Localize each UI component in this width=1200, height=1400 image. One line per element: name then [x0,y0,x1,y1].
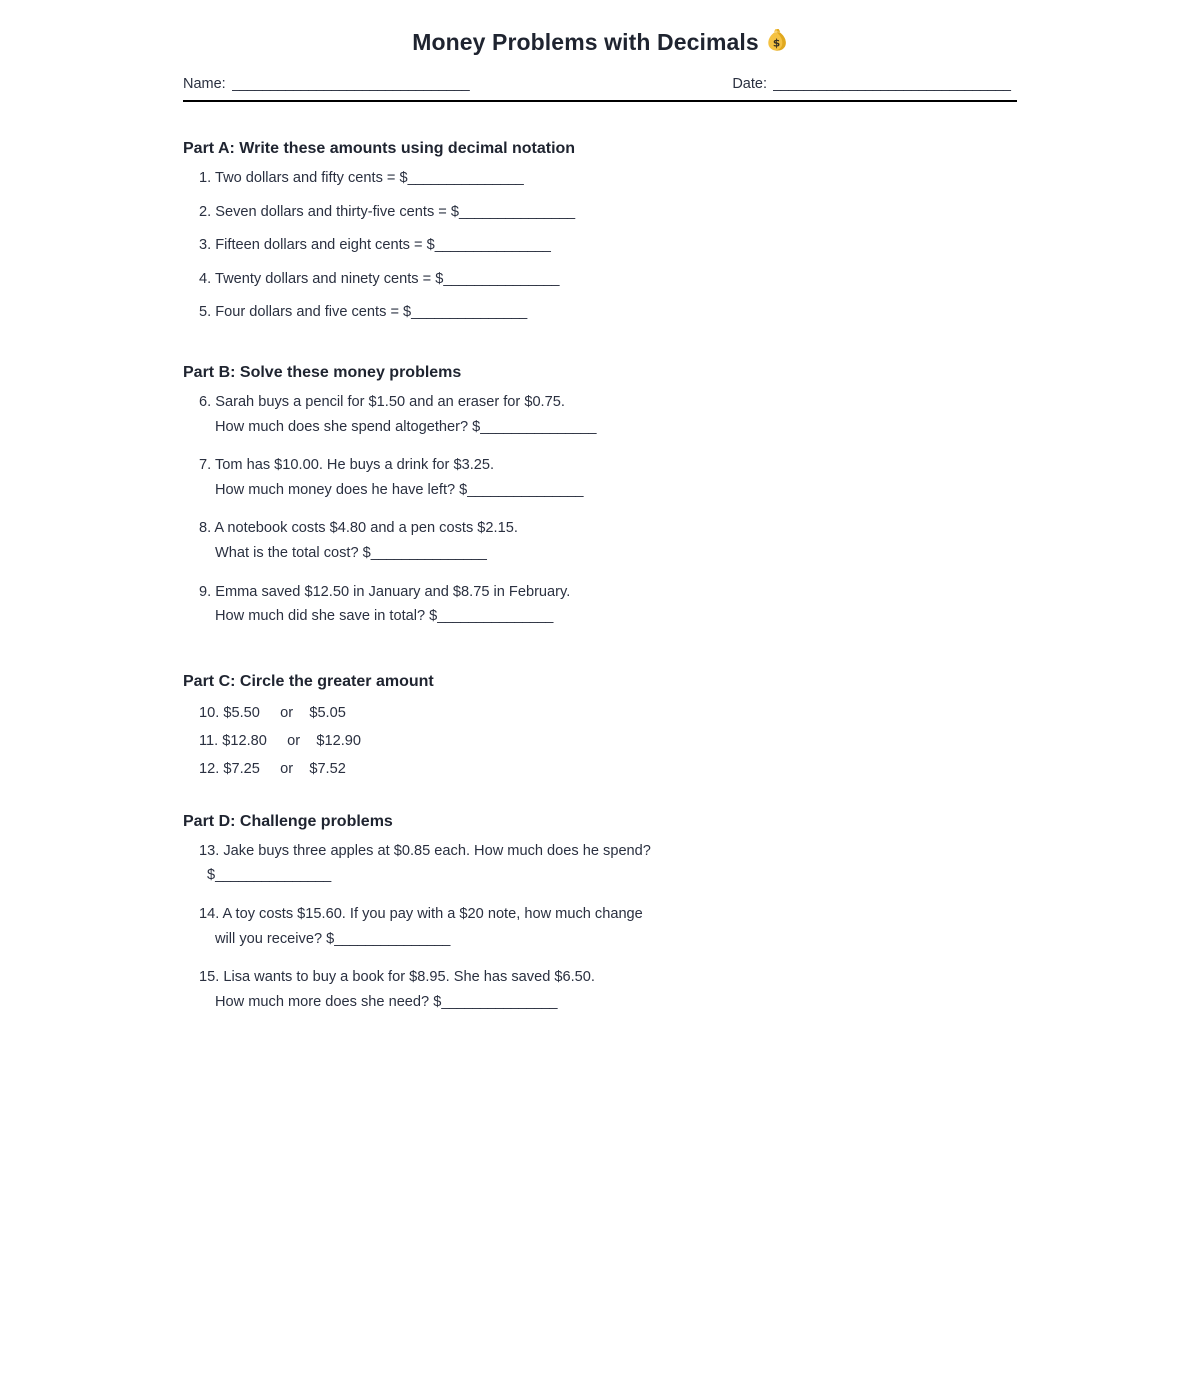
question-line [199,965,1017,990]
question-list-part-c [183,699,1017,783]
question-text: Seven dollars and thirty-five cents = $ [215,203,459,220]
question-text: will you receive? $ [215,930,335,947]
question-text: How much does she spend altogether? $ [215,418,481,435]
question-item [183,965,1017,1014]
question-text: How much did she save in total? $ [215,608,438,625]
page-title [0,0,1200,56]
compare-row[interactable]: 10. $5.50 or $5.05 [199,704,346,721]
question-line-continued [199,415,1017,440]
page-title-text: Money Problems with Decimals [412,29,759,55]
section-heading-part-b: Part B: Solve these money problems [183,363,462,381]
answer-blank[interactable]: _______________ [434,237,551,254]
answer-blank[interactable]: _______________ [370,544,487,561]
question-line-continued [199,604,1017,629]
question-item [183,902,1017,951]
question-line-continued [199,863,1017,888]
date-blank[interactable]: _______________________________ [773,76,1011,92]
answer-blank[interactable]: _______________ [407,170,524,186]
question-line-continued [199,927,1017,952]
question-item [183,390,1017,439]
name-blank[interactable]: _______________________________ [231,76,470,92]
question-number: 15. [199,969,220,986]
question-number: 3. [199,237,212,254]
question-number: 9. [199,583,212,600]
section-heading-part-c: Part C: Circle the greater amount [183,672,434,690]
question-number: 8. [199,520,212,537]
compare-row[interactable]: 11. $12.80 or $12.90 [199,732,361,749]
money-bag-icon [766,28,788,52]
date-label: Date: [732,76,767,92]
answer-blank[interactable]: _______________ [443,270,560,287]
section-heading-part-d: Part D: Challenge problems [183,812,393,830]
question-item [183,200,1017,225]
question-line [199,516,1017,541]
question-line [199,390,1017,415]
question-text: Tom has $10.00. He buys a drink for $3.25. [214,457,495,474]
question-text: Lisa wants to buy a book for $8.95. She has saved $6.50. [223,969,595,986]
question-text: A toy costs $15.60. If you pay with a $20 note, how much change [222,905,643,922]
name-label: Name: [183,76,226,92]
question-number: 2. [199,203,212,220]
answer-blank[interactable]: _______________ [459,203,575,220]
question-text: What is the total cost? $ [215,544,371,561]
question-number: 13. [199,842,220,859]
question-line [199,300,1017,325]
section-part-c [183,643,1017,783]
question-item [183,166,1017,191]
question-item [183,300,1017,325]
answer-blank[interactable]: _______________ [441,993,558,1010]
answer-blank[interactable]: _______________ [480,418,597,435]
question-text: Emma saved $12.50 in January and $8.75 in February. [215,583,571,600]
question-line [199,166,1017,191]
name-field[interactable] [183,76,472,92]
answer-blank[interactable]: _______________ [215,867,331,884]
question-text: How much more does she need? $ [215,993,442,1010]
section-part-b [183,334,1017,629]
question-item [183,453,1017,502]
question-list-part-d [183,839,1017,1015]
question-item [183,839,1017,888]
question-line-continued [199,541,1017,566]
question-text: Twenty dollars and ninety cents = $ [214,270,444,287]
question-text: Fifteen dollars and eight cents = $ [215,237,435,254]
question-item [183,580,1017,629]
question-item [183,516,1017,565]
question-line [199,580,1017,605]
question-line [199,453,1017,478]
question-number: 5. [199,304,212,321]
question-text: How much money does he have left? $ [215,481,468,498]
question-line [199,902,1017,927]
answer-blank[interactable]: _______________ [411,304,527,321]
question-line-continued [199,990,1017,1015]
question-line [199,267,1017,292]
question-number: 7. [199,457,212,474]
question-list-part-b [183,390,1017,629]
worksheet-content [183,102,1017,1014]
date-field[interactable] [732,76,1017,92]
question-number: 6. [199,393,212,410]
question-number: 14. [199,905,220,922]
question-text: Two dollars and fifty cents = $ [214,170,408,186]
question-number: 4. [199,270,212,287]
question-item [183,233,1017,258]
question-text: Jake buys three apples at $0.85 each. How much does he spend? [223,842,651,859]
section-heading-part-a: Part A: Write these amounts using decimal notation [183,140,576,157]
svg-text:$: $ [772,37,781,50]
question-line [199,200,1017,225]
question-line [199,233,1017,258]
answer-blank[interactable]: _______________ [334,930,450,947]
answer-blank[interactable]: _______________ [437,608,554,625]
question-text: A notebook costs $4.80 and a pen costs $2.15. [214,520,518,537]
section-part-d [183,783,1017,1015]
name-date-row [183,76,1017,92]
question-number: 1. [199,170,212,186]
question-text: $ [207,867,216,884]
question-line-continued [199,478,1017,503]
question-item [183,267,1017,292]
question-text: Sarah buys a pencil for $1.50 and an eraser for $0.75. [215,393,565,410]
question-text: Four dollars and five cents = $ [215,304,412,321]
question-list-part-a [183,166,1017,325]
section-part-a [183,110,1017,325]
question-line [199,839,1017,864]
compare-row[interactable]: 12. $7.25 or $7.52 [199,760,346,777]
answer-blank[interactable]: _______________ [467,481,584,498]
